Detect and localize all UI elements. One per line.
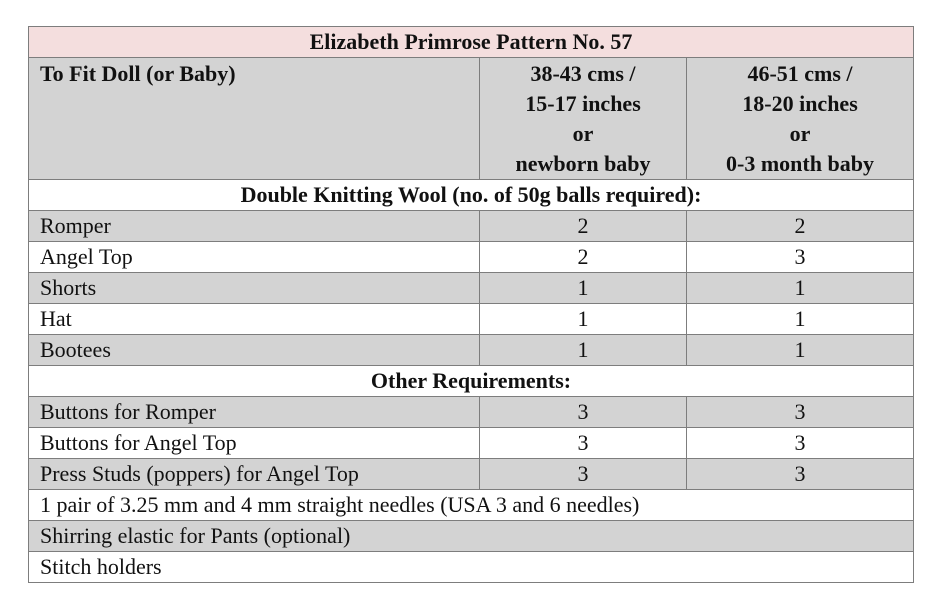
qty-size-2: 3 [687, 397, 914, 428]
qty-size-2: 1 [687, 304, 914, 335]
qty-size-2: 1 [687, 273, 914, 304]
qty-size-2: 2 [687, 211, 914, 242]
size-2-line-3: or [789, 121, 811, 146]
table-row [29, 428, 914, 459]
table-row [29, 335, 914, 366]
qty-size-1: 3 [480, 428, 687, 459]
qty-size-2: 3 [687, 428, 914, 459]
qty-size-1: 3 [480, 459, 687, 490]
note-shirring-elastic: Shirring elastic for Pants (optional) [29, 521, 914, 552]
pattern-requirements-table [28, 26, 914, 583]
item-name: Bootees [29, 335, 480, 366]
qty-size-2: 3 [687, 242, 914, 273]
size-header-row [29, 58, 914, 180]
table-row [29, 211, 914, 242]
table-row [29, 273, 914, 304]
size-1-line-1: 38-43 cms / [530, 61, 636, 86]
wool-section-row [29, 180, 914, 211]
note-row [29, 552, 914, 583]
size-column-1-header [480, 58, 687, 180]
fit-label: To Fit Doll (or Baby) [29, 58, 480, 180]
size-column-2-header [687, 58, 914, 180]
qty-size-1: 1 [480, 304, 687, 335]
note-needles: 1 pair of 3.25 mm and 4 mm straight needles (USA 3 and 6 needles) [29, 490, 914, 521]
table-row [29, 459, 914, 490]
qty-size-1: 1 [480, 273, 687, 304]
qty-size-2: 1 [687, 335, 914, 366]
item-name: Press Studs (poppers) for Angel Top [29, 459, 480, 490]
item-name: Buttons for Angel Top [29, 428, 480, 459]
other-section-heading: Other Requirements: [29, 366, 914, 397]
size-1-line-2: 15-17 inches [525, 91, 641, 116]
title-row [29, 27, 914, 58]
item-name: Shorts [29, 273, 480, 304]
table-row [29, 242, 914, 273]
size-2-line-4: 0-3 month baby [726, 151, 874, 176]
qty-size-1: 1 [480, 335, 687, 366]
note-stitch-holders: Stitch holders [29, 552, 914, 583]
item-name: Romper [29, 211, 480, 242]
qty-size-1: 2 [480, 211, 687, 242]
table-row [29, 397, 914, 428]
size-1-line-4: newborn baby [515, 151, 651, 176]
requirements-table-container [28, 26, 913, 583]
other-section-row [29, 366, 914, 397]
table-row [29, 304, 914, 335]
item-name: Hat [29, 304, 480, 335]
note-row [29, 521, 914, 552]
size-2-line-1: 46-51 cms / [747, 61, 853, 86]
qty-size-1: 2 [480, 242, 687, 273]
size-2-line-2: 18-20 inches [742, 91, 858, 116]
qty-size-1: 3 [480, 397, 687, 428]
item-name: Buttons for Romper [29, 397, 480, 428]
pattern-title: Elizabeth Primrose Pattern No. 57 [29, 27, 914, 58]
wool-section-heading: Double Knitting Wool (no. of 50g balls required): [29, 180, 914, 211]
item-name: Angel Top [29, 242, 480, 273]
qty-size-2: 3 [687, 459, 914, 490]
size-1-line-3: or [572, 121, 594, 146]
note-row [29, 490, 914, 521]
